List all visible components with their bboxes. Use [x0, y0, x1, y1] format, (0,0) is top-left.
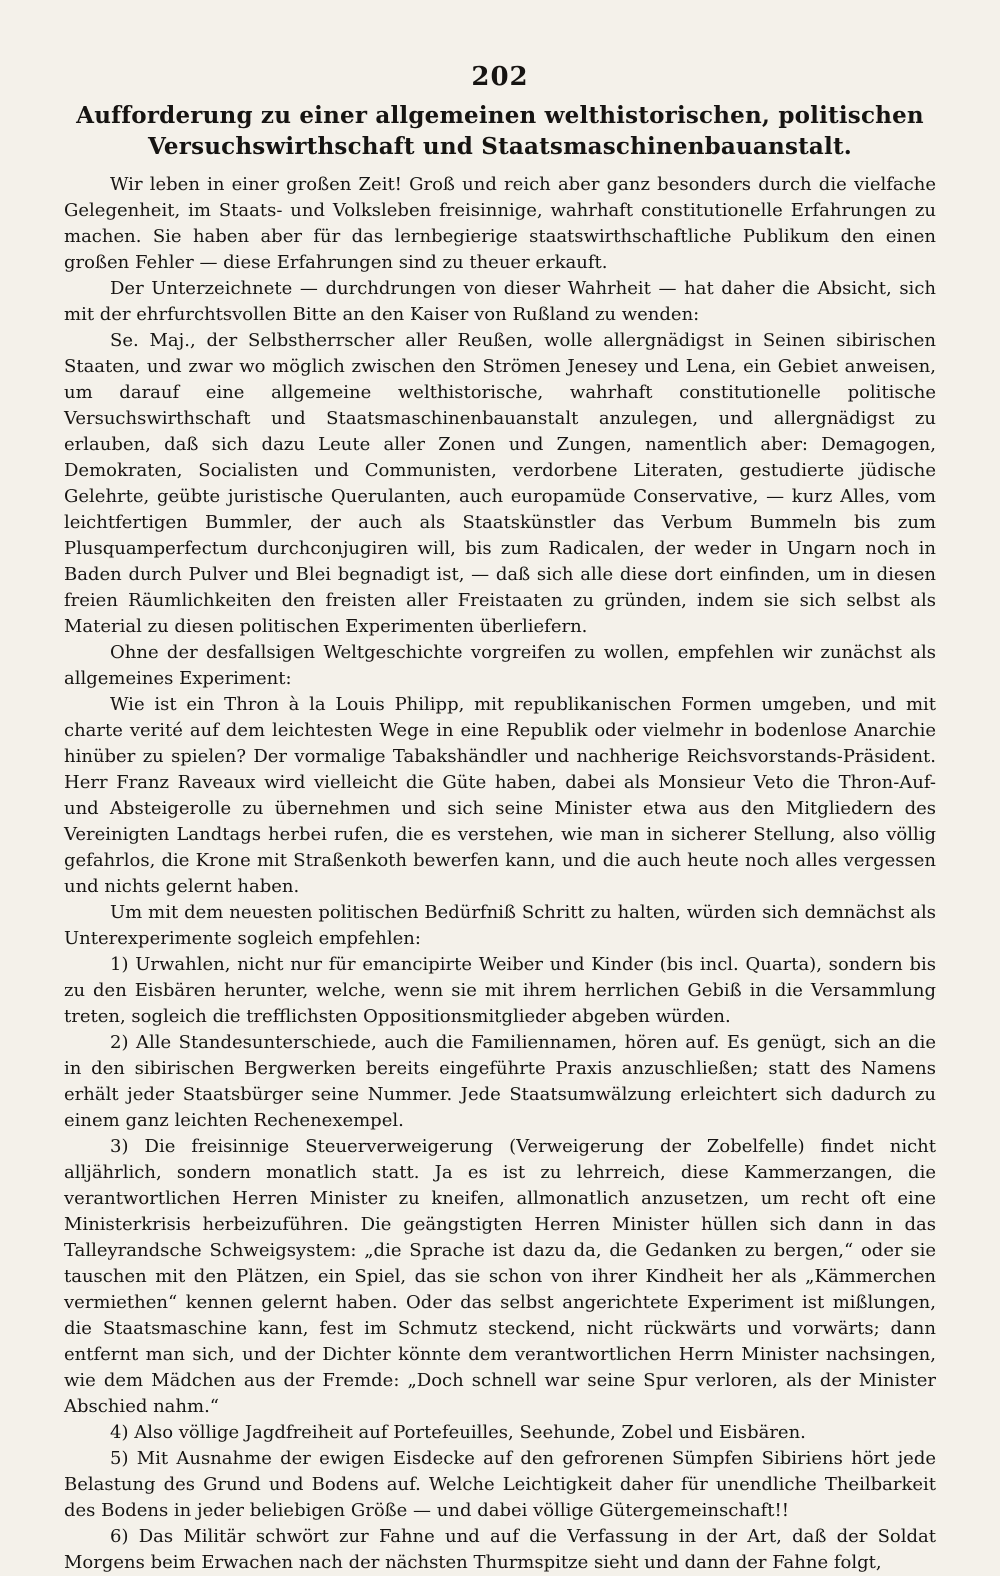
list-item-1: 1) Urwahlen, nicht nur für emancipirte Weiber und Kinder (bis incl. Quarta), sondern bis zu den Eisbären herunter, welche, wenn sie mit ihrem herrlichen Gebiß in die Versammlung treten, sogleich die trefflichsten Oppositionsmitglieder abgeben würden.	[64, 954, 936, 1027]
paragraph-intro: Wir leben in einer großen Zeit! Groß und reich aber ganz besonders durch die vielfache Gelegenheit, im Staats- und Volksleben freisinnige, wahrhaft constitutionelle Erfahrungen zu machen. Sie haben aber für das lernbegierige staatswirthschaftliche Publikum den einen großen Fehler — diese Erfahrungen sind zu theuer erkauft.	[64, 174, 936, 273]
list-item-5: 5) Mit Ausnahme der ewigen Eisdecke auf den gefrorenen Sümpfen Sibiriens hört jede Belastung des Grund und Bodens auf. Welche Leichtigkeit daher für unendliche Theilbarkeit des Bodens in jeder beliebigen Größe — und dabei völlige Gütergemeinschaft!!	[64, 1448, 936, 1521]
document-page	[64, 62, 936, 1576]
paragraph-intent: Der Unterzeichnete — durchdrungen von dieser Wahrheit — hat daher die Absicht, sich mit der ehrfurchtsvollen Bitte an den Kaiser von Rußland zu wenden:	[64, 278, 936, 325]
article-title: Aufforderung zu einer allgemeinen welthistorischen, politischen Versuchswirthschaft und Staatsmaschinenbauanstalt.	[76, 102, 924, 160]
list-item-4: 4) Also völlige Jagdfreiheit auf Portefeuilles, Seehunde, Zobel und Eisbären.	[110, 1422, 806, 1443]
list-item-3: 3) Die freisinnige Steuerverweigerung (Verweigerung der Zobelfelle) findet nicht alljährlich, sondern monatlich statt. Ja es ist zu lehrreich, diese Kammerzangen, die verantwortlichen Herren Minister zu kneifen, allmonatlich anzusetzen, um recht oft eine Ministerkrisis herbeizuführen. Die geängstigten Herren Minister hüllen sich dann in das Talleyrandsche Schweigsystem: „die Sprache ist dazu da, die Gedanken zu bergen,“ oder sie tauschen mit den Plätzen, ein Spiel, das sie schon von ihrer Kindheit her als „Kämmerchen vermiethen“ kennen gelernt haben. Oder das selbst angerichtete Experiment ist mißlungen, die Staatsmaschine kann, fest im Schmutz steckend, nicht rückwärts und vorwärts; dann entfernt man sich, und der Dichter könnte dem verantwortlichen Herrn Minister nachsingen, wie dem Mädchen aus der Fremde: „Doch schnell war seine Spur verloren, als der Minister Abschied nahm.“	[64, 1136, 936, 1417]
paragraph-sub-experiments: Um mit dem neuesten politischen Bedürfniß Schritt zu halten, würden sich demnächst als Unterexperimente sogleich empfehlen:	[64, 902, 936, 949]
article-body	[64, 172, 936, 1576]
paragraph-throne-question: Wie ist ein Thron à la Louis Philipp, mit republikanischen Formen umgeben, und mit charte verité auf dem leichtesten Wege in eine Republik oder vielmehr in bodenlose Anarchie hinüber zu spielen? Der vormalige Tabakshändler und nachherige Reichsvorstands-Präsident. Herr Franz Raveaux wird vielleicht die Güte haben, dabei als Monsieur Veto die Thron-Auf- und Absteigerolle zu übernehmen und sich seine Minister etwa aus den Mitgliedern des Vereinigten Landtags herbei rufen, die es verstehen, wie man in sicherer Stellung, also völlig gefahrlos, die Krone mit Straßenkoth bewerfen kann, und die auch heute noch alles vergessen und nichts gelernt haben.	[64, 694, 936, 897]
list-item-2: 2) Alle Standesunterschiede, auch die Familiennamen, hören auf. Es genügt, sich an die in den sibirischen Bergwerken bereits eingeführte Praxis anzuschließen; statt des Namens erhält jeder Staatsbürger seine Nummer. Jede Staatsumwälzung erleichtert sich dadurch zu einem ganz leichten Rechenexempel.	[64, 1032, 936, 1131]
paragraph-general-experiment: Ohne der desfallsigen Weltgeschichte vorgreifen zu wollen, empfehlen wir zunächst als allgemeines Experiment:	[64, 642, 936, 689]
paragraph-petition: Se. Maj., der Selbstherrscher aller Reußen, wolle allergnädigst in Seinen sibirischen Staaten, und zwar wo möglich zwischen den Strömen Jenesey und Lena, ein Gebiet anweisen, um darauf eine allgemeine welthistorische, wahrhaft constitutionelle politische Versuchswirthschaft und Staatsmaschinenbauanstalt anzulegen, und allergnädigst zu erlauben, daß sich dazu Leute aller Zonen und Zungen, namentlich aber: Demagogen, Demokraten, Socialisten und Communisten, verdorbene Literaten, gestudierte jüdische Gelehrte, geübte juristische Querulanten, auch europamüde Conservative, — kurz Alles, vom leichtfertigen Bummler, der auch als Staatskünstler das Verbum Bummeln bis zum Plusquamperfectum durchconjugiren will, bis zum Radicalen, der weder in Ungarn noch in Baden durch Pulver und Blei begnadigt ist, — daß sich alle diese dort einfinden, um in diesen freien Räumlichkeiten den freisten aller Freistaaten zu gründen, indem sie sich selbst als Material zu diesen politischen Experimenten überliefern.	[64, 330, 936, 637]
list-item-6: 6) Das Militär schwört zur Fahne und auf die Verfassung in der Art, daß der Soldat Morgens beim Erwachen nach der nächsten Thurmspitze sieht und dann der Fahne folgt,	[64, 1526, 936, 1573]
page-number: 202	[471, 62, 529, 92]
